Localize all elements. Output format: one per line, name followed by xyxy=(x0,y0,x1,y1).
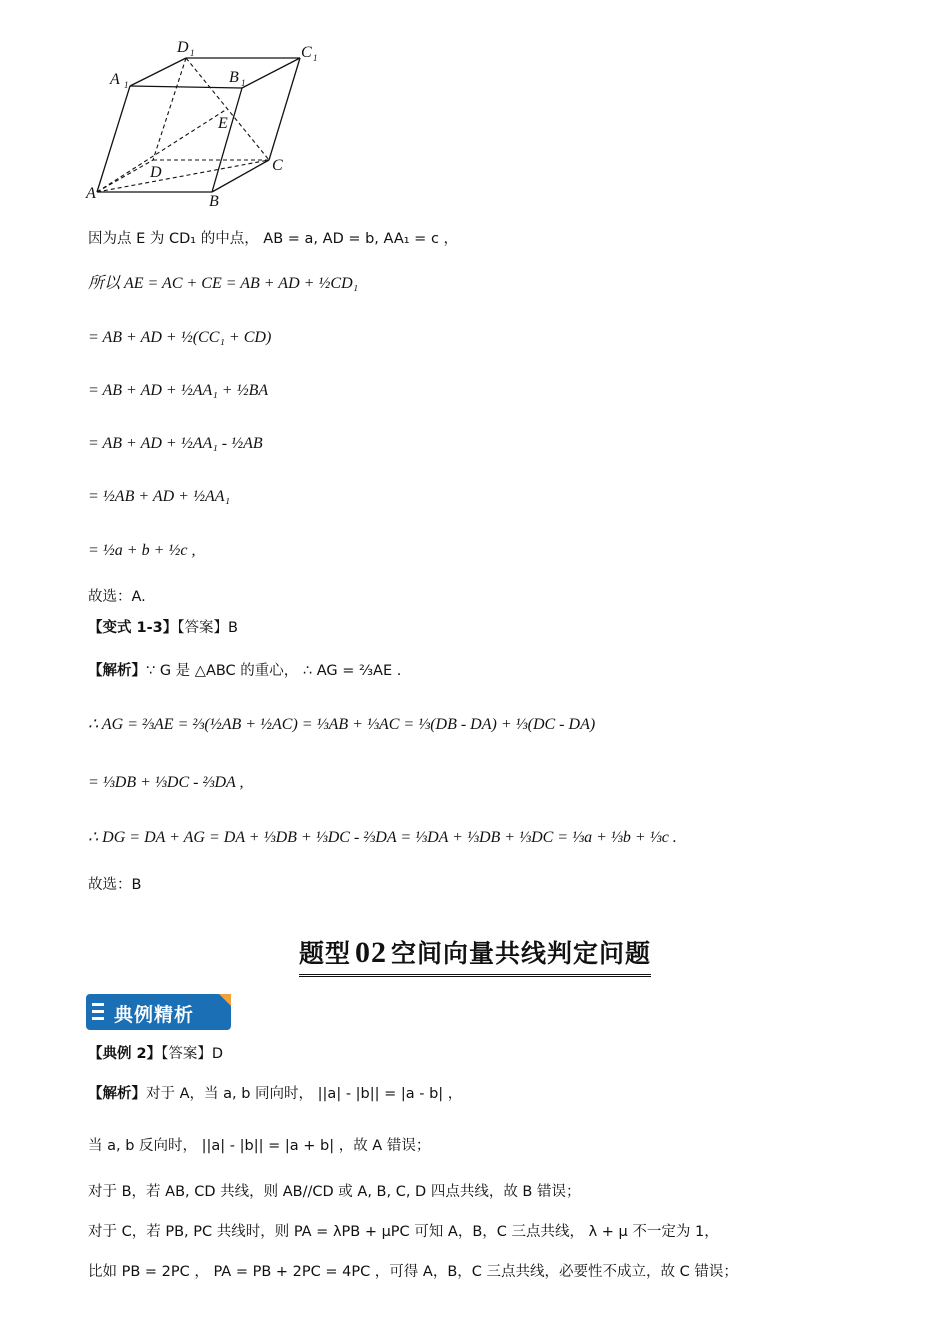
edge-D1-D-hidden xyxy=(153,58,186,160)
answer-choice-a: 故选：A. xyxy=(88,589,146,605)
solution-line-2: 所以 AE = AC + CE = AB + AD + ½CD₁ xyxy=(88,275,359,292)
label-B1: B xyxy=(229,69,239,86)
solution-line-5: = AB + AD + ½AA₁ - ½AB xyxy=(88,435,263,452)
heading-title: 空间向量共线判定问题 xyxy=(391,939,652,968)
edge-C1-B1 xyxy=(242,58,300,88)
solution-line-3: = AB + AD + ½(CC₁ + CD) xyxy=(88,329,272,346)
analysis-line-3: = ⅓DB + ⅓DC - ⅔DA , xyxy=(88,774,244,791)
analysis-text: ∵ G 是 △ABC 的重心， ∴ AG = ⅔AE . xyxy=(146,663,402,679)
edge-B-C xyxy=(212,160,269,192)
variant-answer: 【答案】B xyxy=(177,620,238,636)
section-heading-text xyxy=(299,932,651,977)
label-C: C xyxy=(272,157,283,174)
example-answer-line xyxy=(88,1044,223,1064)
analysis-tag: 【解析】 xyxy=(88,663,146,679)
solution-line-1: 因为点 E 为 CD₁ 的中点， AB = a, AD = b, AA₁ = c ， xyxy=(88,231,459,247)
label-A1-sub: 1 xyxy=(124,80,129,90)
badge-label: 典例精析 xyxy=(114,1004,195,1026)
solution-line-6: = ½AB + AD + ½AA₁ xyxy=(88,488,231,505)
example-badge xyxy=(86,994,231,1030)
label-B1-sub: 1 xyxy=(241,78,246,88)
label-A1: A xyxy=(110,71,120,88)
edge-C1-C xyxy=(269,58,300,160)
menu-lines-icon xyxy=(92,1003,104,1024)
example-analysis-line-5: 比如 PB = 2PC ， PA = PB + 2PC = 4PC ，可得 A，B，C 三点共线，必要性不成立，故 C 错误； xyxy=(88,1264,738,1280)
example-analysis-line-1 xyxy=(88,1084,462,1104)
badge-corner xyxy=(219,994,231,1006)
example-analysis-tag: 【解析】 xyxy=(88,1086,146,1102)
variant-answer-line xyxy=(88,618,238,638)
label-C1: C xyxy=(301,44,312,61)
example-answer: 【答案】D xyxy=(161,1046,224,1062)
edge-B1-B xyxy=(212,88,242,192)
heading-number: 02 xyxy=(355,936,387,969)
edge-A1-B1 xyxy=(130,86,242,88)
example-analysis-line-4: 对于 C，若 PB, PC 共线时，则 PA = λPB + μPC 可知 A，B，C 三点共线， λ + μ 不一定为 1， xyxy=(88,1224,719,1240)
solution-line-4: = AB + AD + ½AA₁ + ½BA xyxy=(88,382,269,399)
label-A: A xyxy=(86,185,96,202)
example-analysis-text: 对于 A，当 a, b 同向时， ||a| - |b|| = |a - b| ， xyxy=(146,1086,463,1102)
label-D: D xyxy=(150,164,162,181)
heading-prefix: 题型 xyxy=(298,939,351,968)
label-D1: D xyxy=(177,39,189,56)
edge-A1-A xyxy=(97,86,130,192)
analysis-line-4: ∴ DG = DA + AG = DA + ⅓DB + ⅓DC - ⅔DA = ⅓DA + ⅓DB + ⅓DC = ⅓a + ⅓b + ⅓c . xyxy=(88,829,677,846)
parallelepiped-figure xyxy=(0,0,950,220)
example-analysis-line-2: 当 a, b 反向时， ||a| - |b|| = |a + b| ，故 A 错误； xyxy=(88,1138,431,1154)
label-B: B xyxy=(209,193,219,210)
answer-choice-b: 故选：B xyxy=(88,877,142,893)
label-D1-sub: 1 xyxy=(190,48,195,58)
example-analysis-line-3: 对于 B，若 AB, CD 共线，则 AB//CD 或 A, B, C, D 四点共线，故 B 错误； xyxy=(88,1184,581,1200)
analysis-line-2: ∴ AG = ⅔AE = ⅔(½AB + ½AC) = ⅓AB + ⅓AC = ⅓(DB - DA) + ⅓(DC - DA) xyxy=(88,716,596,733)
example-tag: 【典例 2】 xyxy=(88,1046,162,1062)
edge-A1-D1 xyxy=(130,58,186,86)
variant-tag: 【变式 1-3】 xyxy=(88,620,178,636)
segment-D1-C-hidden xyxy=(186,58,269,160)
label-C1-sub: 1 xyxy=(313,53,318,63)
analysis-line-1 xyxy=(88,661,401,681)
section-heading xyxy=(0,932,950,977)
label-E: E xyxy=(218,115,228,132)
solution-line-7: = ½a + b + ½c , xyxy=(88,542,196,559)
